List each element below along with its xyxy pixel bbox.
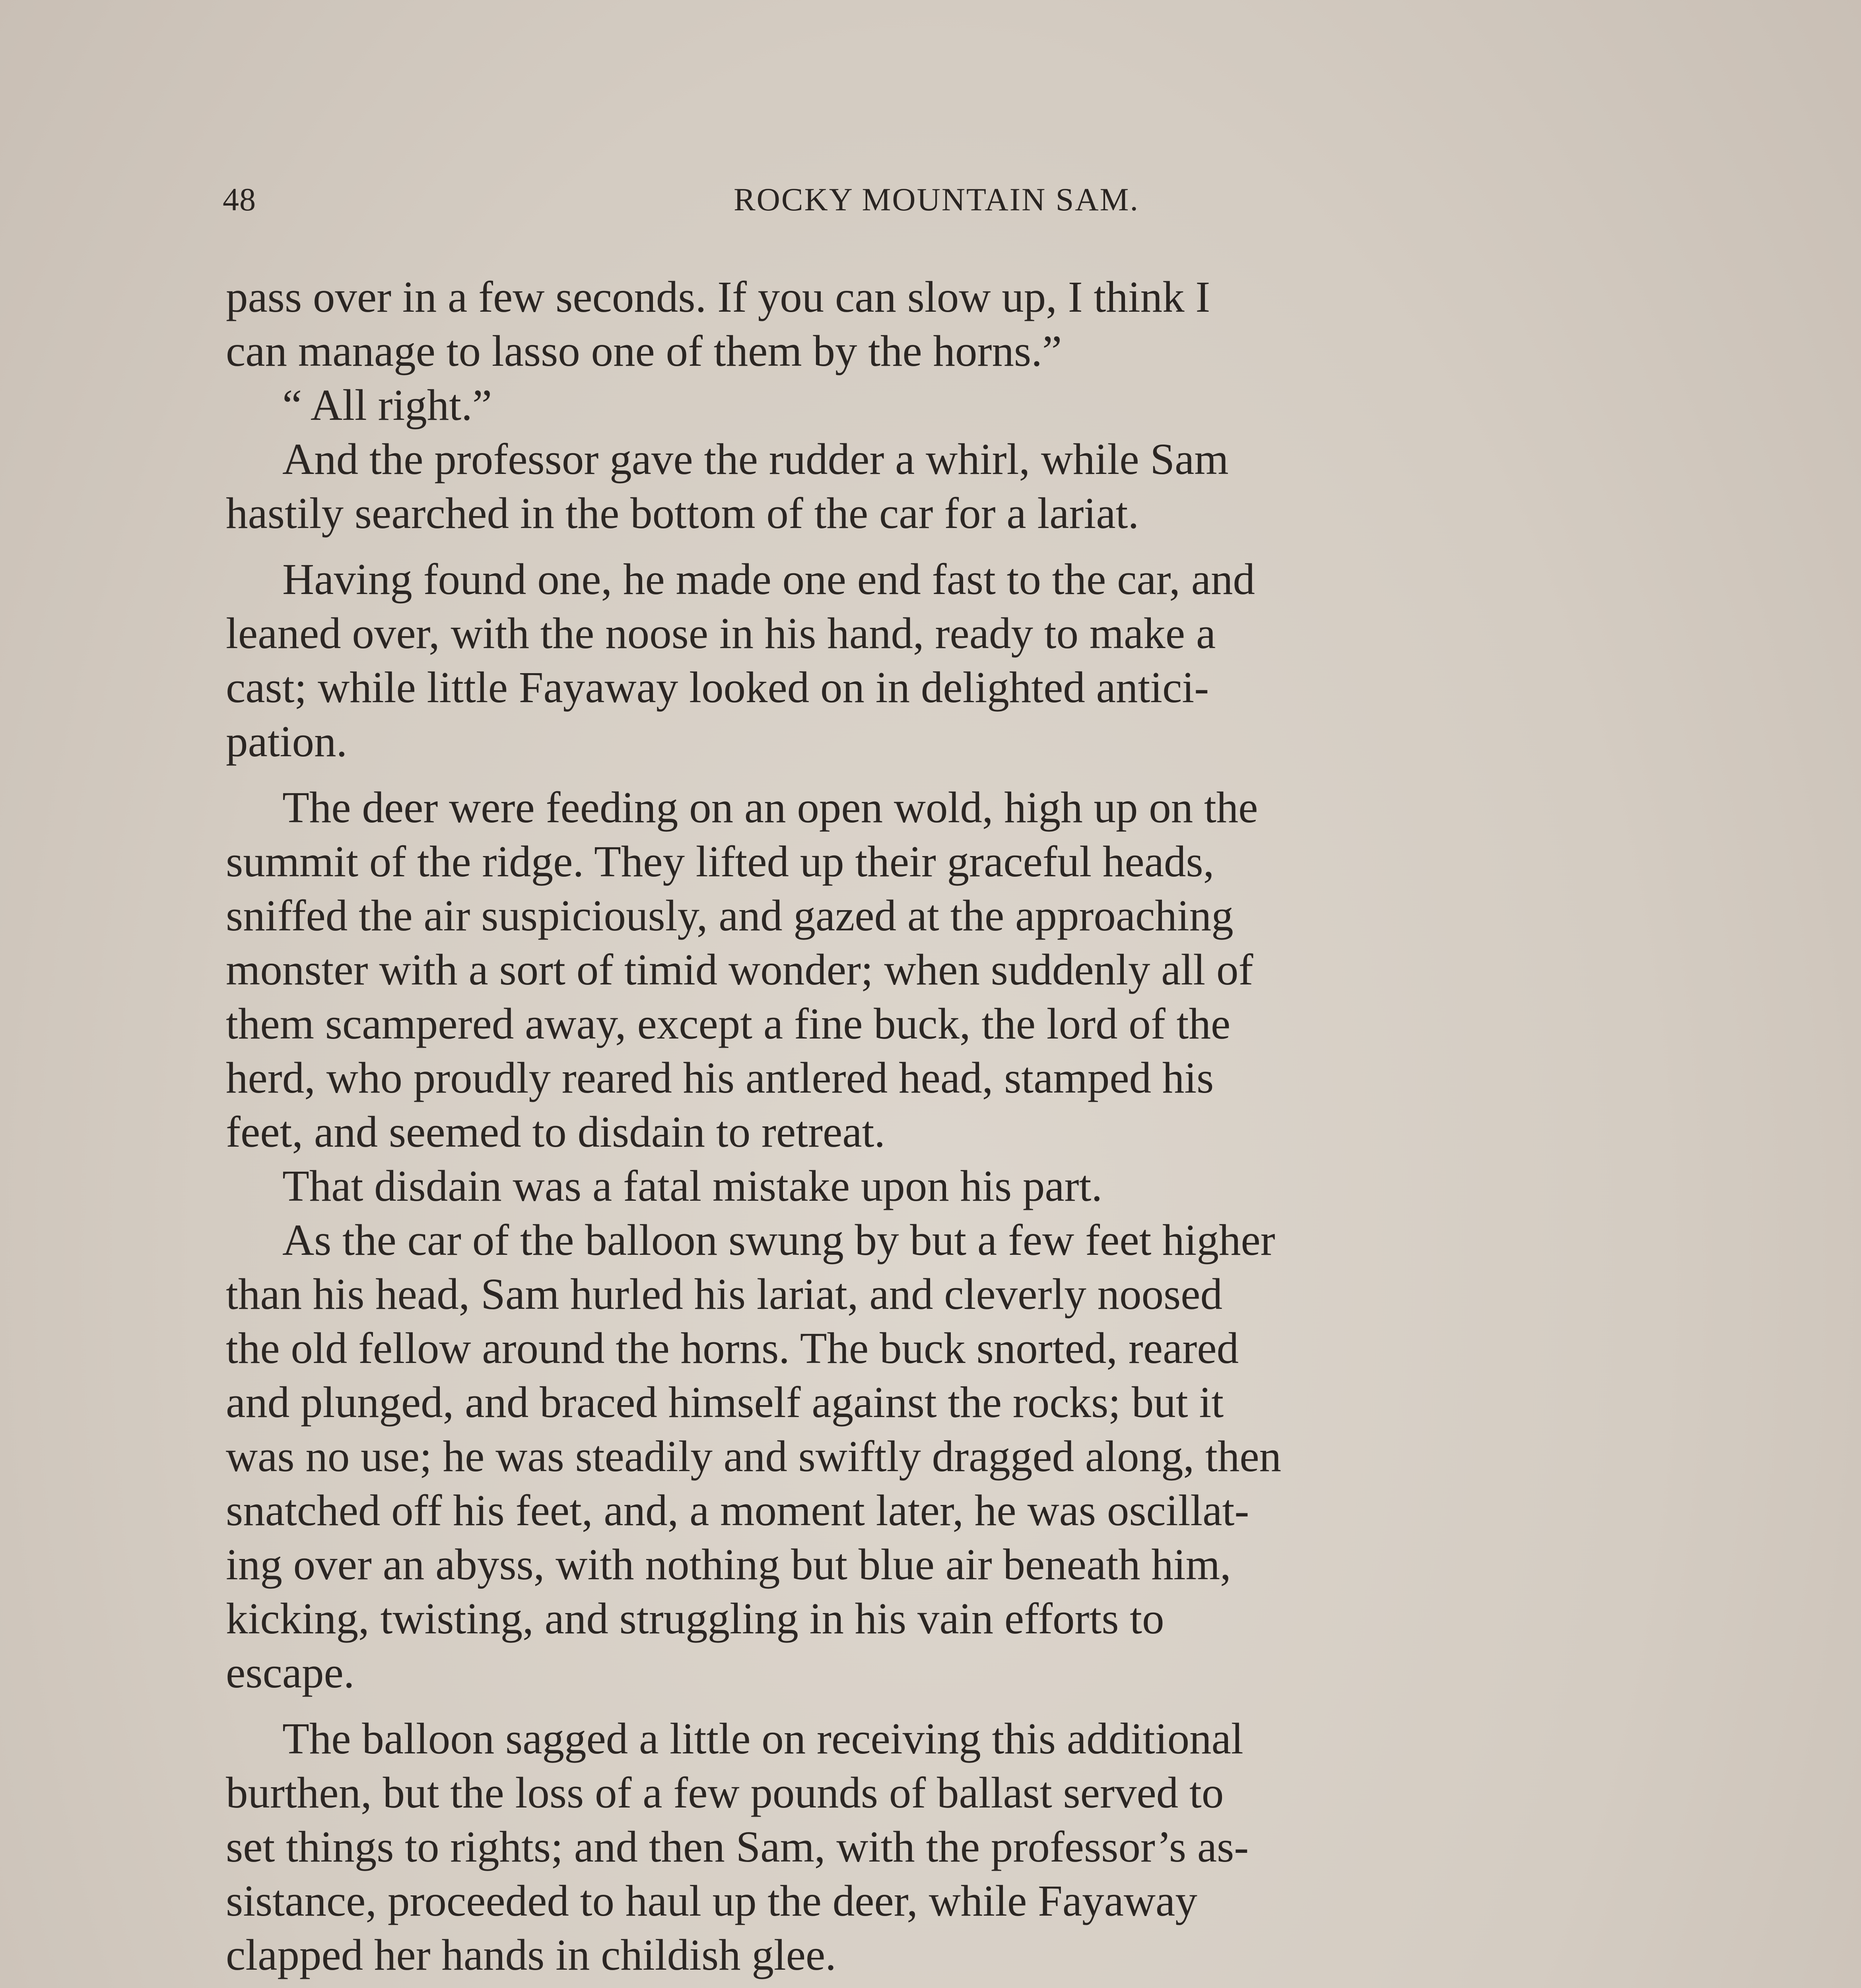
body-text — [226, 270, 1641, 1988]
paragraph: Having found one, he made one end fast to the car, and leaned over, with the noose in his hand, ready to make a cast; while little Fayaway looked on in delighted antici- pation. — [226, 555, 1255, 766]
running-head — [223, 181, 1650, 225]
paragraph: The deer were feeding on an open wold, high up on the summit of the ridge. They lifted up their graceful heads, sniffed the air suspiciously, and gazed at the approaching monster with a sort of timid wonder; when suddenly all of them scampered away, except a fine buck, the lord of the herd, who proudly reared his antlered head, stamped his feet, and seemed to disdain to retreat. — [226, 783, 1258, 1157]
page-number: 48 — [223, 181, 256, 217]
paragraph: And the professor gave the rudder a whirl, while Sam hastily searched in the bottom of the car for a lariat. — [226, 435, 1229, 538]
paragraph: That disdain was a fatal mistake upon his part. — [282, 1162, 1103, 1211]
paragraph: “ All right.” — [282, 381, 492, 430]
paragraph: The balloon sagged a little on receiving this additional burthen, but the loss of a few pounds of ballast served to set things to rights; and then Sam, with the professor’s as- sistance, proceeded to haul up the deer, while Fayaway clapped her hands in childish glee. — [226, 1714, 1249, 1980]
paragraph: As the car of the balloon swung by but a few feet higher than his head, Sam hurled his lariat, and cleverly noosed the old fellow around the horns. The buck snorted, reared and plunged, and braced himself against the rocks; but it was no use; he was steadily and swiftly dragged along, then snatched off his feet, and, a moment later, he was oscillat- ing over an abyss, with nothing but blue air beneath him, kicking, twisting, and struggling in his vain efforts to escape. — [226, 1216, 1282, 1697]
paragraph: pass over in a few seconds. If you can slow up, I think I can manage to lasso one of them by the horns.” — [226, 273, 1210, 376]
book-title: ROCKY MOUNTAIN SAM. — [733, 181, 1140, 217]
